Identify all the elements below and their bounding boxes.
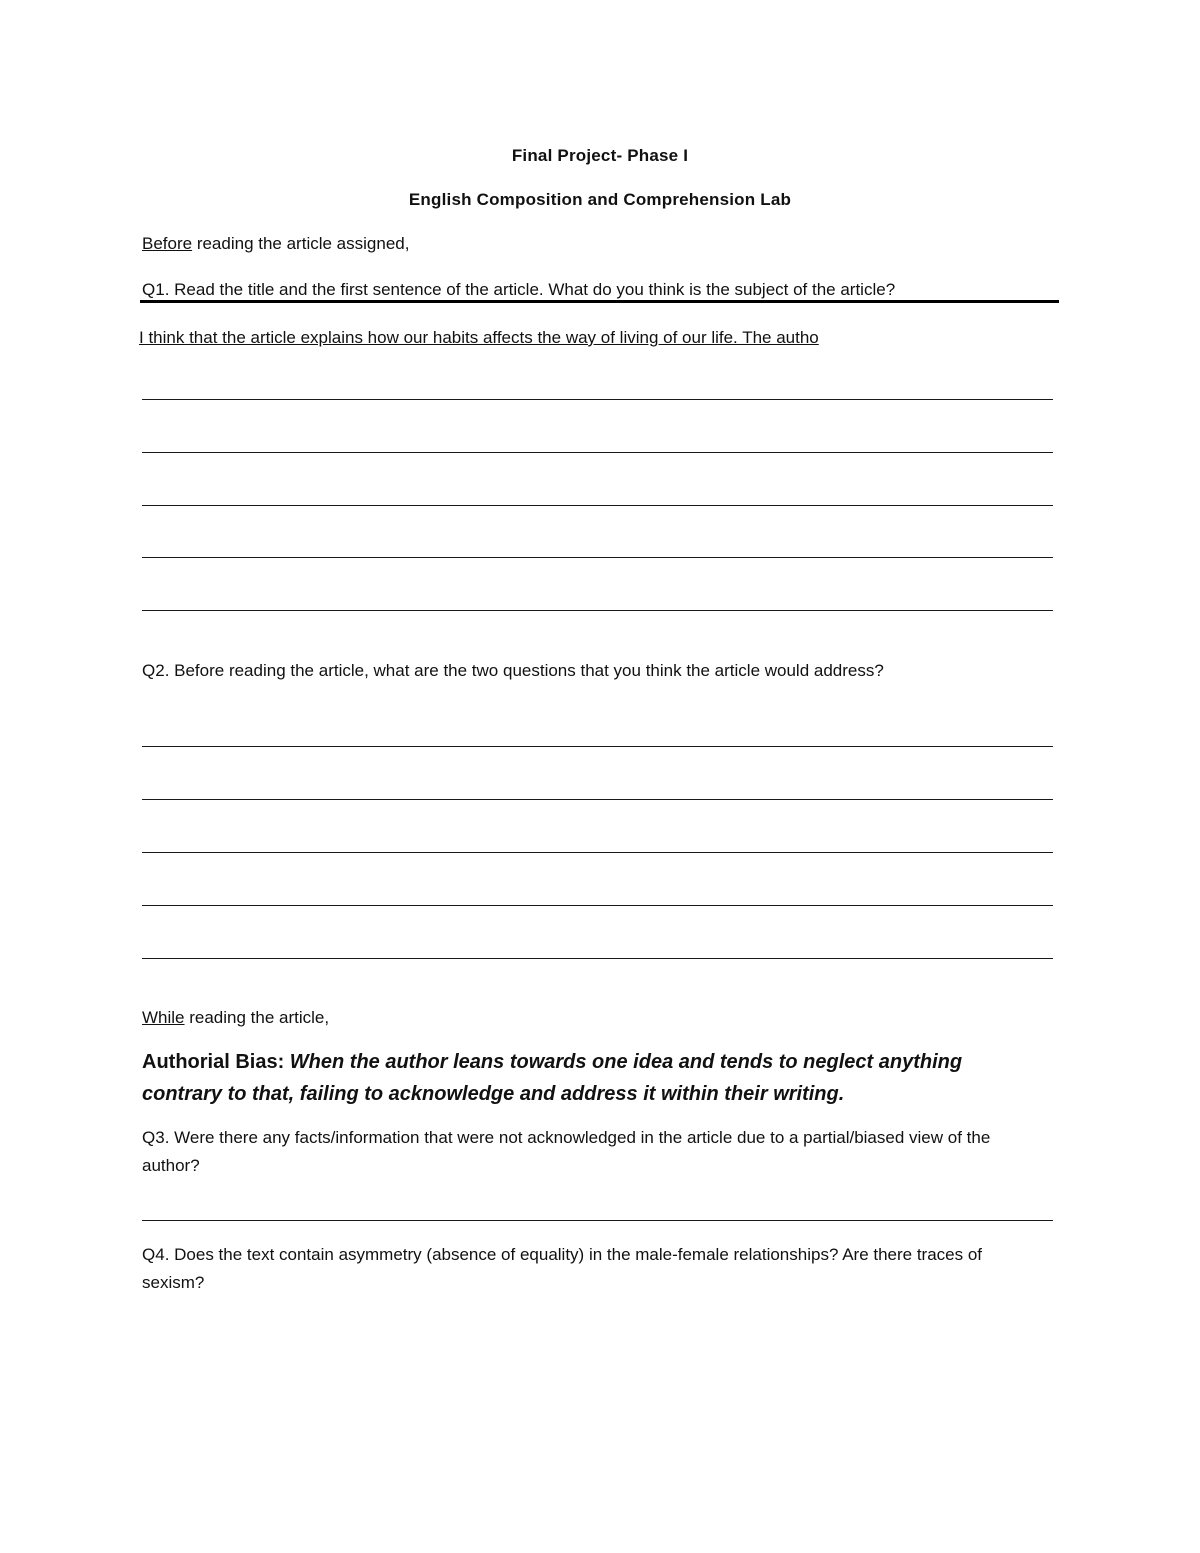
q1-label: Q1 (142, 280, 165, 299)
q4-label: Q4 (142, 1245, 165, 1264)
q1-text: . Read the title and the first sentence of the article. What do you think is the subject of the article? (164, 280, 896, 299)
before-word: Before (142, 234, 193, 253)
document-title: Final Project- Phase I (511, 146, 689, 165)
q2-question (142, 657, 884, 685)
while-rest: reading the article, (184, 1008, 330, 1027)
document-subtitle: English Composition and Comprehension Lab (408, 190, 792, 209)
before-section-lead (142, 230, 409, 258)
before-rest: reading the article assigned, (192, 234, 410, 253)
q1-answer-line-3[interactable] (142, 505, 1053, 506)
q3-answer-line-1[interactable] (142, 1220, 1053, 1221)
while-word: While (142, 1008, 185, 1027)
q2-answer-line-5[interactable] (142, 958, 1053, 959)
q1-answer-line-2[interactable] (142, 452, 1053, 453)
while-section-lead (142, 1004, 329, 1032)
q4-text: . Does the text contain asymmetry (absence of equality) in the male-female relationships? Are there traces of sexism? (142, 1245, 983, 1292)
q2-answer-line-2[interactable] (142, 799, 1053, 800)
authorial-bias-definition (142, 1046, 1042, 1110)
q2-label: Q2 (142, 661, 165, 680)
q3-question (142, 1124, 1047, 1180)
q1-answer-line-1[interactable] (142, 399, 1053, 400)
authorial-bias-term: Authorial Bias: (142, 1051, 290, 1073)
q2-answer-line-1[interactable] (142, 746, 1053, 747)
q1-separator-line (140, 300, 1059, 303)
q1-answer-line-4[interactable] (142, 557, 1053, 558)
q3-text: . Were there any facts/information that were not acknowledged in the article due to a partial/biased view of the author? (142, 1128, 991, 1175)
q1-answer-line-5[interactable] (142, 610, 1053, 611)
q3-label: Q3 (142, 1128, 165, 1147)
q2-text: . Before reading the article, what are the two questions that you think the article would address? (164, 661, 884, 680)
q2-answer-line-4[interactable] (142, 905, 1053, 906)
authorial-bias-text: When the author leans towards one idea and tends to neglect anything contrary to that, failing to acknowledge and address it within their writing. (142, 1051, 963, 1105)
q2-answer-line-3[interactable] (142, 852, 1053, 853)
q4-question (142, 1241, 1047, 1297)
q1-answer[interactable]: I think that the article explains how our habits affects the way of living of our life. The autho (139, 328, 819, 347)
